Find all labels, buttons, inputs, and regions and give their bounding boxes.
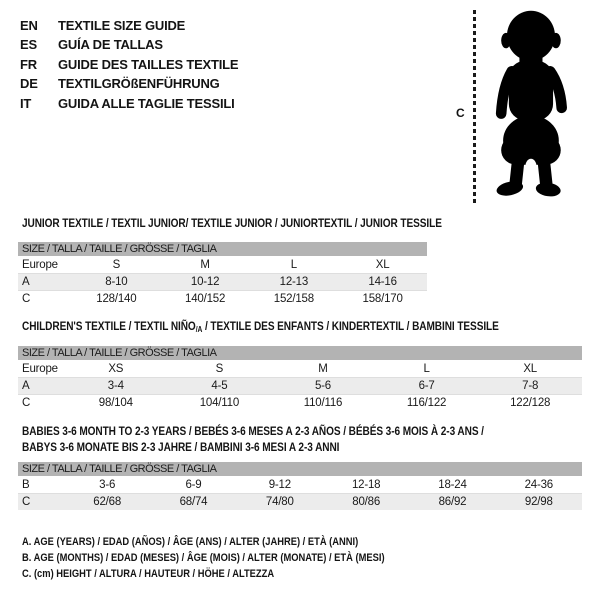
table-cell: M <box>200 258 210 271</box>
table-cell: 12-13 <box>279 276 309 288</box>
children-heading-post: / TEXTILE DES ENFANTS / KINDERTEXTIL / BAMBINI TESSILE <box>202 319 499 333</box>
babies-size-table <box>18 462 582 510</box>
table-cell: 62/68 <box>93 496 122 508</box>
table-cell: 122/128 <box>510 397 551 409</box>
table-row <box>18 394 582 411</box>
lang-label: GUÍA DE TALLAS <box>58 37 163 53</box>
table-cell: 92/98 <box>524 496 553 508</box>
table-row <box>18 360 582 377</box>
height-dashed-line <box>473 10 476 206</box>
babies-heading-line1: BABIES 3-6 MONTH TO 2-3 YEARS / BEBÉS 3-6 MESES A 2-3 AÑOS / BÉBÉS 3-6 MOIS À 2-3 ANS / <box>22 424 484 438</box>
lang-code: FR <box>20 56 37 72</box>
table-cell: 104/110 <box>199 397 240 409</box>
table-cell: 5-6 <box>314 380 331 392</box>
table-cell: L <box>423 362 430 375</box>
footnotes <box>22 535 449 582</box>
table-cell: 18-24 <box>438 478 467 491</box>
lang-code: DE <box>20 76 38 92</box>
lang-code: EN <box>20 18 38 33</box>
table-cell: 10-12 <box>190 276 220 288</box>
lang-row-it <box>20 94 238 113</box>
lang-row-de <box>20 74 238 93</box>
table-cell: 158/170 <box>362 293 403 305</box>
table-cell: 24-36 <box>524 478 554 491</box>
lang-row-en <box>20 16 238 35</box>
table-cell: XL <box>523 362 537 375</box>
table-row <box>18 377 582 394</box>
table-cell: 140/152 <box>185 293 226 305</box>
size-header-bar: SIZE / TALLA / TAILLE / GRÖSSE / TAGLIA <box>18 346 582 360</box>
table-row <box>18 273 427 290</box>
row-label: B <box>22 478 30 491</box>
table-cell: 6-9 <box>185 478 202 491</box>
lang-row-fr <box>20 55 238 74</box>
table-cell: 116/122 <box>406 397 447 409</box>
table-cell: 98/104 <box>98 397 133 409</box>
table-cell: 4-5 <box>211 380 228 392</box>
table-cell: 8-10 <box>105 276 128 288</box>
babies-heading-line2: BABYS 3-6 MONATE BIS 2-3 JAHRE / BAMBINI 3-6 MESI A 2-3 ANNI <box>22 440 340 454</box>
table-row <box>18 290 427 307</box>
baby-silhouette <box>480 6 580 202</box>
table-cell: 110/116 <box>303 397 343 409</box>
table-row <box>18 476 582 493</box>
children-heading-pre: CHILDREN'S TEXTILE / TEXTIL NIÑO <box>22 319 196 333</box>
junior-section-heading: JUNIOR TEXTILE / TEXTIL JUNIOR/ TEXTILE JUNIOR / JUNIORTEXTIL / JUNIOR TESSILE <box>22 216 442 230</box>
table-cell: 7-8 <box>522 380 539 392</box>
table-cell: 152/158 <box>273 293 314 305</box>
table-cell: 74/80 <box>265 496 294 508</box>
table-cell: 68/74 <box>179 496 208 508</box>
footnote-b: B. AGE (MONTHS) / EDAD (MESES) / ÂGE (MOIS) / ALTER (MONATE) / ETÀ (MESI) <box>22 551 385 564</box>
size-header-bar: SIZE / TALLA / TAILLE / GRÖSSE / TAGLIA <box>18 242 427 256</box>
size-header-bar: SIZE / TALLA / TAILLE / GRÖSSE / TAGLIA <box>18 462 582 476</box>
table-row <box>18 256 427 273</box>
children-size-table <box>18 346 582 411</box>
row-label: A <box>22 276 30 288</box>
table-cell: L <box>290 258 297 271</box>
table-cell: 12-18 <box>351 478 381 491</box>
lang-label: TEXTILGRÖßENFÜHRUNG <box>58 76 220 92</box>
lang-label: TEXTILE SIZE GUIDE <box>58 18 186 33</box>
row-label: C <box>22 397 31 409</box>
footnote-a: A. AGE (YEARS) / EDAD (AÑOS) / ÂGE (ANS) / ALTER (JAHRE) / ETÀ (ANNI) <box>22 536 359 548</box>
lang-label: GUIDA ALLE TAGLIE TESSILI <box>58 95 235 111</box>
lang-code: IT <box>20 95 32 111</box>
table-cell: 6-7 <box>418 380 435 392</box>
children-heading-subscript: /A <box>195 325 203 334</box>
row-label: Europe <box>22 258 58 271</box>
table-cell: 80/86 <box>352 496 381 508</box>
row-label: A <box>22 380 30 392</box>
babies-section-heading <box>22 423 484 455</box>
row-label: Europe <box>22 362 58 375</box>
table-cell: XS <box>108 362 124 375</box>
lang-row-es <box>20 35 238 54</box>
row-label: C <box>22 293 31 305</box>
table-cell: XL <box>375 258 390 271</box>
table-cell: S <box>215 362 224 375</box>
table-row <box>18 493 582 510</box>
height-measure-label: C <box>456 106 465 120</box>
children-section-heading <box>22 319 499 334</box>
table-cell: M <box>318 362 328 375</box>
junior-size-table <box>18 242 427 307</box>
table-cell: 128/140 <box>96 293 137 305</box>
lang-label: GUIDE DES TAILLES TEXTILE <box>58 56 239 72</box>
table-cell: 86/92 <box>438 496 467 508</box>
table-cell: S <box>112 258 121 271</box>
row-label: C <box>22 496 31 508</box>
table-cell: 9-12 <box>268 478 291 491</box>
lang-code: ES <box>20 37 37 53</box>
table-cell: 3-4 <box>107 380 124 392</box>
language-list <box>20 16 238 113</box>
table-cell: 14-16 <box>368 276 397 288</box>
table-cell: 3-6 <box>99 478 116 491</box>
footnote-c: C. (cm) HEIGHT / ALTURA / HAUTEUR / HÖHE / ALTEZZA <box>22 567 275 580</box>
